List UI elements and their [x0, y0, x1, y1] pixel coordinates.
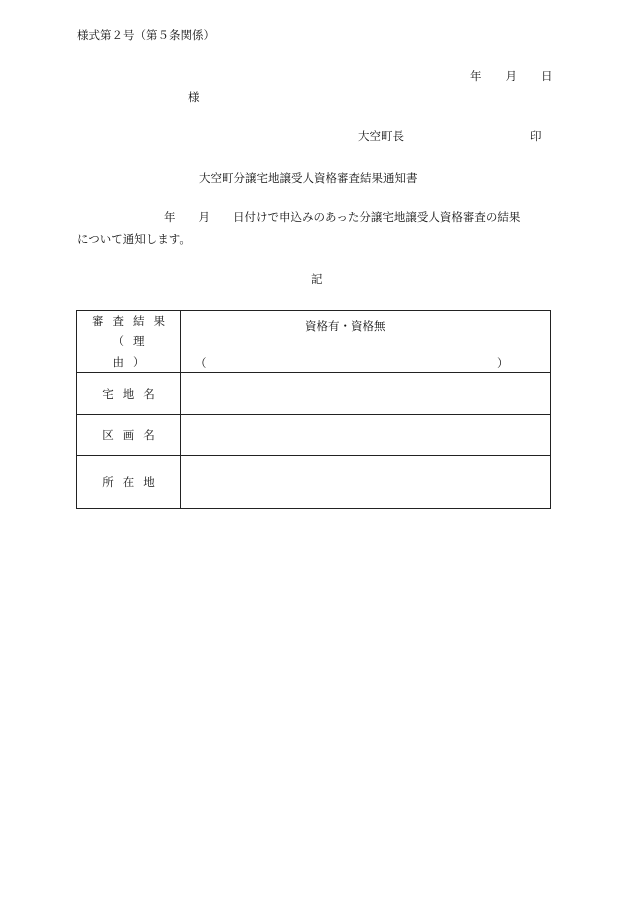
- issuer-line: [358, 129, 542, 143]
- reason-paren-open: （: [195, 356, 207, 370]
- value-cell-result: [181, 311, 551, 373]
- date-line: [470, 71, 553, 83]
- reason-paren-close: ）: [497, 356, 509, 370]
- document-title: 大空町分譲宅地譲受人資格審査結果通知書: [199, 171, 418, 185]
- table-row-result: [77, 311, 551, 373]
- body-text-line-1: 年 月 日付けで申込みのあった分譲宅地譲受人資格審査の結果: [164, 210, 521, 224]
- label-parcel-name: 区画名: [77, 415, 181, 456]
- qualification-options: 資格有・資格無: [305, 319, 386, 333]
- result-table: [76, 310, 551, 509]
- addressee-suffix: 様: [188, 90, 200, 104]
- label-location: 所在地: [77, 456, 181, 509]
- table-row-parcel-name: [77, 415, 551, 456]
- label-lot-name: 宅地名: [77, 373, 181, 415]
- label-reason: （理 由）: [112, 334, 174, 369]
- value-location: [181, 456, 551, 509]
- value-parcel-name: [181, 415, 551, 456]
- form-number: 様式第２号（第５条関係）: [77, 28, 215, 42]
- date-day-label: 日: [541, 69, 553, 83]
- label-cell-result: [77, 311, 181, 373]
- label-result: 審査結果: [92, 314, 174, 329]
- seal-mark: 印: [530, 129, 542, 143]
- date-year-label: 年: [470, 69, 482, 83]
- body-text-line-2: について通知します。: [77, 232, 191, 246]
- issuer-name: 大空町長: [358, 129, 404, 143]
- ki-heading: 記: [311, 272, 323, 286]
- date-month-label: 月: [505, 69, 517, 83]
- value-lot-name: [181, 373, 551, 415]
- table-row-location: [77, 456, 551, 509]
- table-row-lot-name: [77, 373, 551, 415]
